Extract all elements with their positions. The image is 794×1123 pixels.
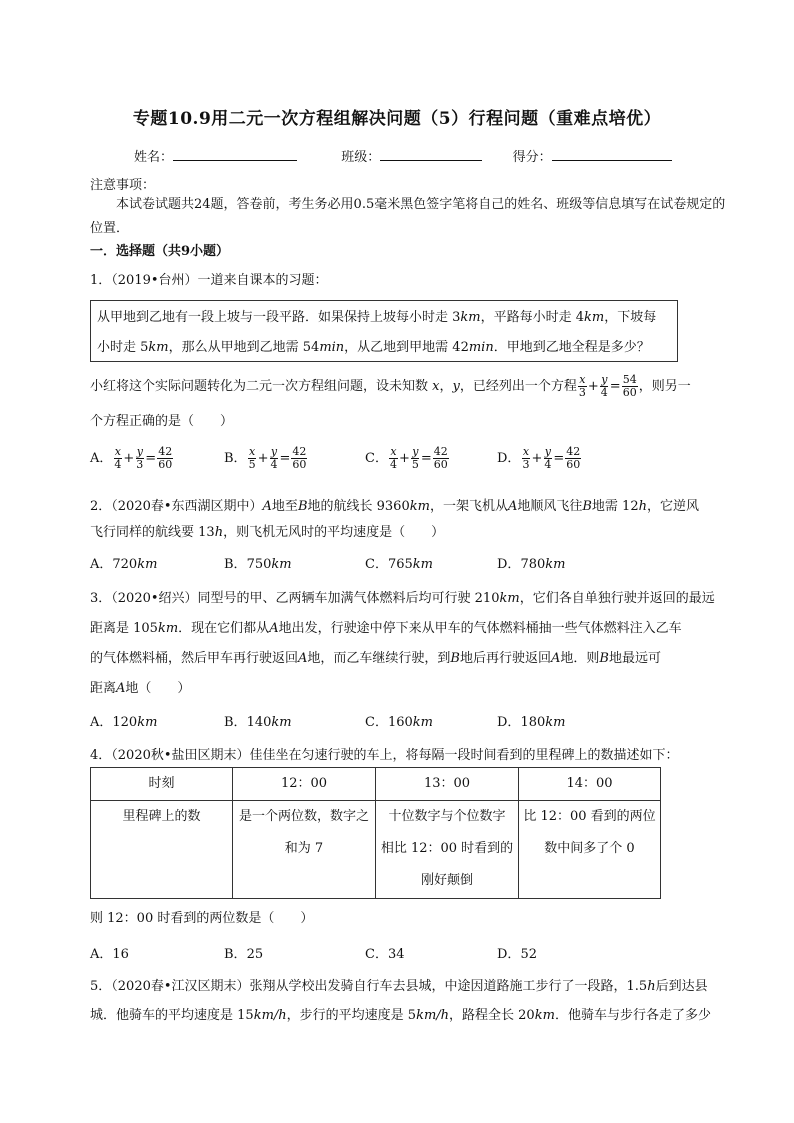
q2-line2: 飞行同样的航线要 13h，则飞机无风时的平均速度是（ ）	[90, 525, 445, 540]
q1-option-b[interactable]: B． $\frac{x}{5}$ + $\frac{y}{4}$ = $\frac{42}{60}$	[224, 445, 307, 471]
student-info-row	[134, 146, 672, 165]
fraction: $\frac{x}{3}$	[578, 373, 586, 399]
q3-option-d[interactable]: D．180km	[497, 715, 566, 730]
q3-option-a[interactable]: A．120km	[90, 715, 158, 730]
page-title: 专题10.9用二元一次方程组解决问题（5）行程问题（重难点培优）	[132, 109, 662, 129]
q2-line1: 2．（2020春•东西湖区期中）A地至B地的航线长 9360km，一架飞机从A地顺风飞往B地需 12h，它逆风	[90, 499, 699, 514]
table-cell: 比 12：00 看到的两位 数中间多了个 0	[519, 801, 661, 899]
q3-line2: 距离是 105km．现在它们都从A地出发，行驶途中停下来从甲车的气体燃料桶抽一些气体燃料注入乙车	[90, 621, 682, 636]
q4-option-a[interactable]: A．16	[90, 947, 129, 962]
q3-options	[90, 711, 736, 735]
q3-option-b[interactable]: B．140km	[224, 715, 292, 730]
table-header-cell: 14：00	[519, 768, 661, 801]
table-cell: 里程碑上的数	[91, 801, 233, 899]
fraction: $\frac{y}{4}$	[600, 373, 608, 399]
q1-after-line1: 小红将这个实际问题转化为二元一次方程组问题，设未知数 x，y，已经列出一个方程 $\frac{x}{3}$ + $\frac{y}{4}$ = $\frac{54}{60}$ ，则另一	[90, 373, 691, 399]
score-blank[interactable]	[552, 148, 672, 161]
table-cell: 十位数字与个位数字 相比 12：00 时看到的 刚好颠倒	[376, 801, 519, 899]
q1-problem-box	[90, 300, 678, 362]
q2-option-b[interactable]: B．750km	[224, 557, 292, 572]
q2-option-a[interactable]: A．720km	[90, 557, 158, 572]
q3-line3: 的气体燃料桶，然后甲车再行驶返回A地，而乙车继续行驶，到B地后再行驶返回A地．则B地最远可	[90, 651, 661, 666]
q4-option-c[interactable]: C．34	[365, 947, 405, 962]
score-label: 得分：	[512, 150, 552, 165]
table-header-cell: 13：00	[376, 768, 519, 801]
q2-option-d[interactable]: D．780km	[497, 557, 566, 572]
q1-option-a[interactable]: A． $\frac{x}{4}$ + $\frac{y}{3}$ = $\frac{42}{60}$	[90, 445, 173, 471]
q4-stem: 4．（2020秋•盐田区期末）佳佳坐在匀速行驶的车上，将每隔一段时间看到的里程碑上的数描述如下：	[90, 748, 679, 763]
q4-option-b[interactable]: B．25	[224, 947, 264, 962]
q1-options	[90, 446, 736, 470]
fraction: $\frac{54}{60}$	[622, 373, 637, 399]
q4-options	[90, 943, 736, 967]
q1-box-line1: 从甲地到乙地有一段上坡与一段平路．如果保持上坡每小时走 3km，平路每小时走 4km，下坡每	[97, 310, 657, 325]
q4-table	[90, 767, 661, 899]
name-label: 姓名：	[134, 150, 174, 165]
table-header-cell: 12：00	[233, 768, 376, 801]
q1-box-line2: 小时走 5km，那么从甲地到乙地需 54min，从乙地到甲地需 42min．甲地到乙地全程是多少？	[97, 340, 650, 355]
notice-heading: 注意事项：	[90, 178, 156, 193]
q5-line2: 城．他骑车的平均速度是 15km/h，步行的平均速度是 5km/h，路程全长 20km．他骑车与步行各走了多少	[90, 1008, 711, 1023]
q3-option-c[interactable]: C．160km	[365, 715, 433, 730]
q1-after-line2: 个方程正确的是（ ）	[90, 414, 234, 429]
q3-line1: 3．（2020•绍兴）同型号的甲、乙两辆车加满气体燃料后均可行驶 210km，它们各自单独行驶并返回的最远	[90, 591, 715, 606]
name-blank[interactable]	[173, 148, 297, 161]
q1-stem: 1．（2019•台州）一道来自课本的习题：	[90, 273, 328, 288]
q2-option-c[interactable]: C．765km	[365, 557, 433, 572]
q3-line4: 距离A地（ ）	[90, 681, 191, 696]
class-label: 班级：	[341, 150, 381, 165]
table-cell: 是一个两位数，数字之 和为 7	[233, 801, 376, 899]
table-header-row	[91, 768, 661, 801]
notice-text: 本试卷试题共24题，答卷前，考生务必用0.5毫米黑色签字笔将自己的姓名、班级等信息填写在试卷规定的位置．	[90, 197, 726, 236]
table-row	[91, 801, 661, 899]
q4-after: 则 12：00 时看到的两位数是（ ）	[90, 911, 314, 926]
class-blank[interactable]	[380, 148, 482, 161]
q1-option-d[interactable]: D． $\frac{x}{3}$ + $\frac{y}{4}$ = $\frac{42}{60}$	[497, 445, 581, 471]
table-header-cell: 时刻	[91, 768, 233, 801]
q1-option-c[interactable]: C． $\frac{x}{4}$ + $\frac{y}{5}$ = $\frac{42}{60}$	[365, 445, 448, 471]
q5-line1: 5．（2020春•江汉区期末）张翔从学校出发骑自行车去县城，中途因道路施工步行了一段路，1.5h后到达县	[90, 979, 708, 994]
section-heading: 一．选择题（共9小题）	[90, 244, 230, 259]
q2-options	[90, 553, 736, 577]
q4-option-d[interactable]: D．52	[497, 947, 537, 962]
